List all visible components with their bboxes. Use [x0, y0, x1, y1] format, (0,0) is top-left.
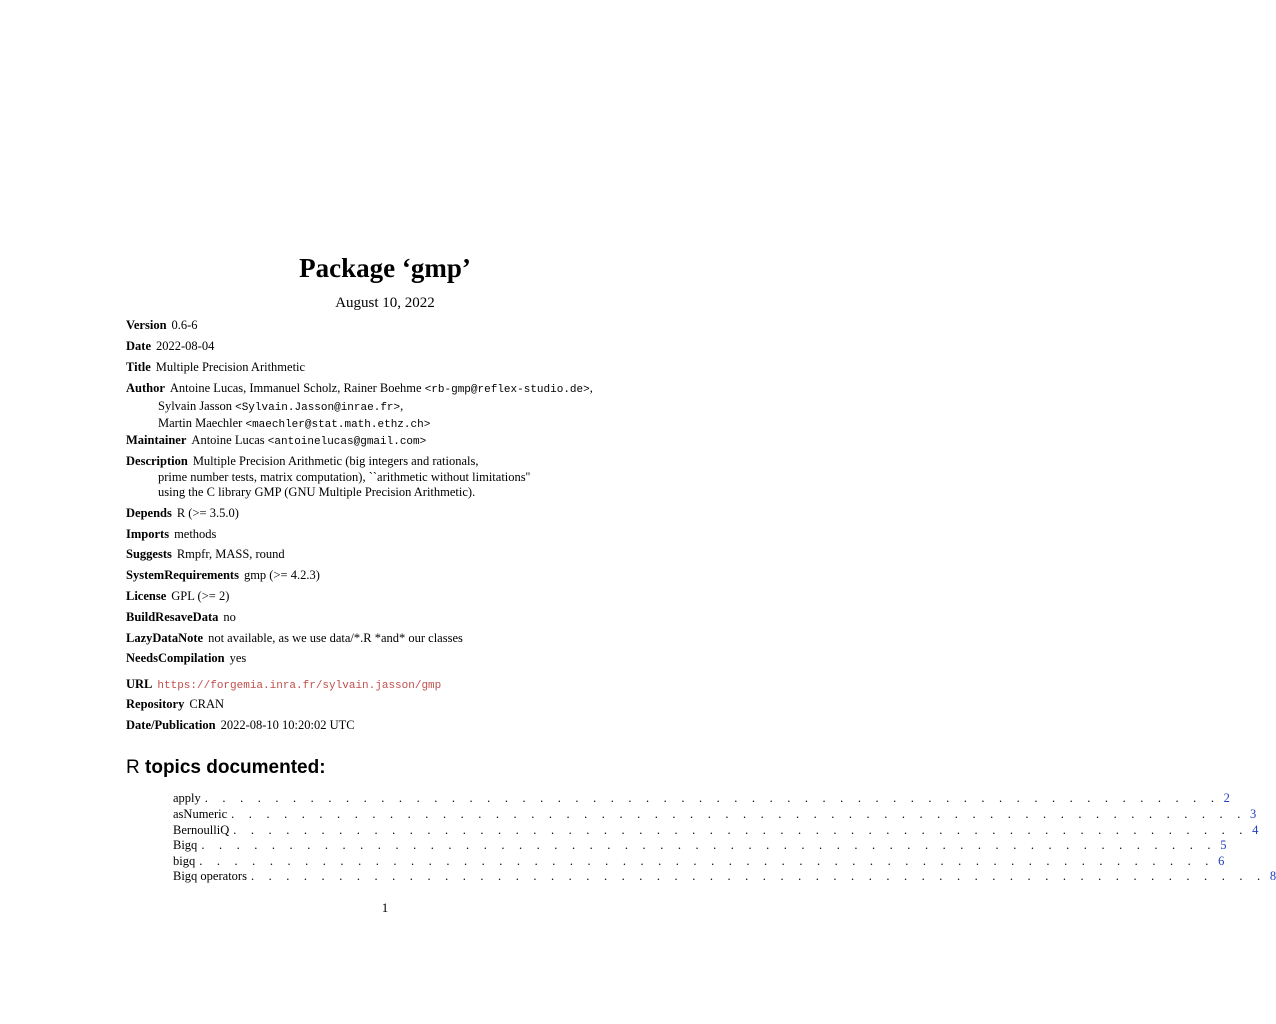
- author-email-2: <Sylvain.Jasson@inrae.fr>: [235, 401, 401, 414]
- field-repository: [126, 697, 646, 713]
- author-line-3: [126, 416, 646, 434]
- field-depends: [126, 506, 646, 522]
- field-value: 2022-08-10 10:20:02 UTC: [220, 718, 355, 732]
- field-date: [126, 339, 646, 355]
- field-date-publication: [126, 718, 646, 734]
- field-key: Repository: [126, 697, 185, 711]
- field-imports: [126, 527, 646, 543]
- toc-leader-dots: . . . . . . . . . . . . . . . . . . . . . . . . . . . . . . . . . . . . . . . . . . . . . . . . . . . . . . . . . .: [231, 807, 1247, 821]
- field-value: R (>= 3.5.0): [176, 506, 239, 520]
- field-license: [126, 589, 646, 605]
- toc-page-link[interactable]: 5: [1220, 838, 1227, 852]
- toc-entry[interactable]: [173, 790, 1230, 806]
- toc-leader-dots: . . . . . . . . . . . . . . . . . . . . . . . . . . . . . . . . . . . . . . . . . . . . . . . . . . . . . . . . . .: [201, 838, 1217, 852]
- field-value: no: [223, 610, 236, 624]
- field-key: NeedsCompilation: [126, 651, 225, 665]
- field-key: Imports: [126, 527, 170, 541]
- field-value: CRAN: [189, 697, 225, 711]
- field-value: 2022-08-04: [156, 339, 215, 353]
- field-title: [126, 360, 646, 376]
- toc-entry[interactable]: [173, 837, 1227, 853]
- author-email-1: <rb-gmp@reflex-studio.de>: [424, 384, 590, 396]
- toc-page-link[interactable]: 6: [1218, 854, 1225, 868]
- toc-entry[interactable]: [173, 868, 1276, 884]
- toc-entry[interactable]: [173, 806, 1257, 822]
- toc-entry-name: bigq: [173, 854, 196, 868]
- toc-leader-dots: . . . . . . . . . . . . . . . . . . . . . . . . . . . . . . . . . . . . . . . . . . . . . . . . . . . . . . . . . .: [199, 854, 1215, 868]
- url-link[interactable]: https://forgemia.inra.fr/sylvain.jasson/gmp: [157, 680, 442, 692]
- field-value: yes: [229, 651, 247, 665]
- field-key: URL: [126, 677, 153, 691]
- toc-page-link[interactable]: 8: [1269, 869, 1276, 883]
- toc-leader-dots: . . . . . . . . . . . . . . . . . . . . . . . . . . . . . . . . . . . . . . . . . . . . . . . . . . . . . . . . . .: [233, 823, 1249, 837]
- package-title: Package ‘gmp’: [299, 253, 471, 283]
- toc-entry[interactable]: [173, 822, 1259, 838]
- toc-page-link[interactable]: 2: [1223, 791, 1230, 805]
- author-line-1: Antoine Lucas, Immanuel Scholz, Rainer Boehme: [169, 381, 425, 395]
- toc-entry-name: Bigq: [173, 838, 198, 852]
- field-build-resave-data: [126, 610, 646, 626]
- toc-leader-dots: . . . . . . . . . . . . . . . . . . . . . . . . . . . . . . . . . . . . . . . . . . . . . . . . . . . . . . . . . .: [204, 791, 1220, 805]
- field-key: Version: [126, 318, 167, 332]
- field-description: [126, 454, 646, 501]
- field-url: [126, 677, 646, 695]
- field-value: Rmpfr, MASS, round: [176, 547, 285, 561]
- description-line-2: prime number tests, matrix computation), ``arithmetic without limitations'': [158, 469, 531, 484]
- field-lazy-data-note: [126, 631, 646, 647]
- maintainer-name: Antoine Lucas: [191, 433, 268, 447]
- author-name-3: Martin Maechler: [158, 416, 246, 430]
- toc-entry-name: asNumeric: [173, 807, 228, 821]
- toc-page-link[interactable]: 4: [1252, 823, 1259, 837]
- field-key: BuildResaveData: [126, 610, 219, 624]
- field-value: methods: [174, 527, 217, 541]
- field-value: Multiple Precision Arithmetic: [155, 360, 306, 374]
- punctuation: ,: [400, 398, 404, 413]
- description-line-1: Multiple Precision Arithmetic (big integers and rationals,: [192, 454, 479, 468]
- field-key: Depends: [126, 506, 172, 520]
- author-name-2: Sylvain Jasson: [158, 398, 236, 413]
- toc-heading: [126, 755, 326, 781]
- field-system-requirements: [126, 568, 646, 584]
- page-number: 1: [381, 900, 389, 915]
- field-value: gmp (>= 4.2.3): [243, 568, 320, 582]
- field-value: 0.6-6: [171, 318, 198, 332]
- field-author: [126, 381, 646, 434]
- toc-page-link[interactable]: 3: [1250, 807, 1257, 821]
- field-value: GPL (>= 2): [171, 589, 230, 603]
- field-key: Suggests: [126, 547, 172, 561]
- toc-heading-r: R: [126, 757, 140, 778]
- field-key: Date: [126, 339, 151, 353]
- package-date: August 10, 2022: [335, 295, 435, 311]
- field-key: Title: [126, 360, 151, 374]
- field-key: SystemRequirements: [126, 568, 239, 582]
- field-key: Author: [126, 381, 165, 395]
- toc-leader-dots: . . . . . . . . . . . . . . . . . . . . . . . . . . . . . . . . . . . . . . . . . . . . . . . . . . . . . . . . . .: [250, 869, 1266, 883]
- field-key: Maintainer: [126, 433, 187, 447]
- field-maintainer: [126, 433, 646, 451]
- toc-entry-name: apply: [173, 791, 201, 805]
- toc-entry-name: BernoulliQ: [173, 823, 230, 837]
- description-line-3: using the C library GMP (GNU Multiple Precision Arithmetic).: [158, 485, 476, 499]
- field-key: LazyDataNote: [126, 631, 204, 645]
- punctuation: ,: [589, 381, 593, 395]
- field-value: not available, as we use data/*.R *and* our classes: [208, 631, 463, 645]
- field-suggests: [126, 547, 646, 563]
- toc-entry-name: Bigq operators: [173, 869, 247, 883]
- author-email-3: <maechler@stat.math.ethz.ch>: [245, 419, 431, 431]
- field-key: Description: [126, 454, 188, 468]
- author-line-2: [126, 399, 646, 417]
- field-needs-compilation: [126, 651, 646, 667]
- field-version: [126, 318, 646, 334]
- field-key: Date/Publication: [126, 718, 216, 732]
- toc-heading-text: topics documented:: [139, 757, 326, 778]
- field-key: License: [126, 589, 167, 603]
- maintainer-email: <antoinelucas@gmail.com>: [267, 436, 427, 448]
- toc-entry[interactable]: [173, 853, 1225, 869]
